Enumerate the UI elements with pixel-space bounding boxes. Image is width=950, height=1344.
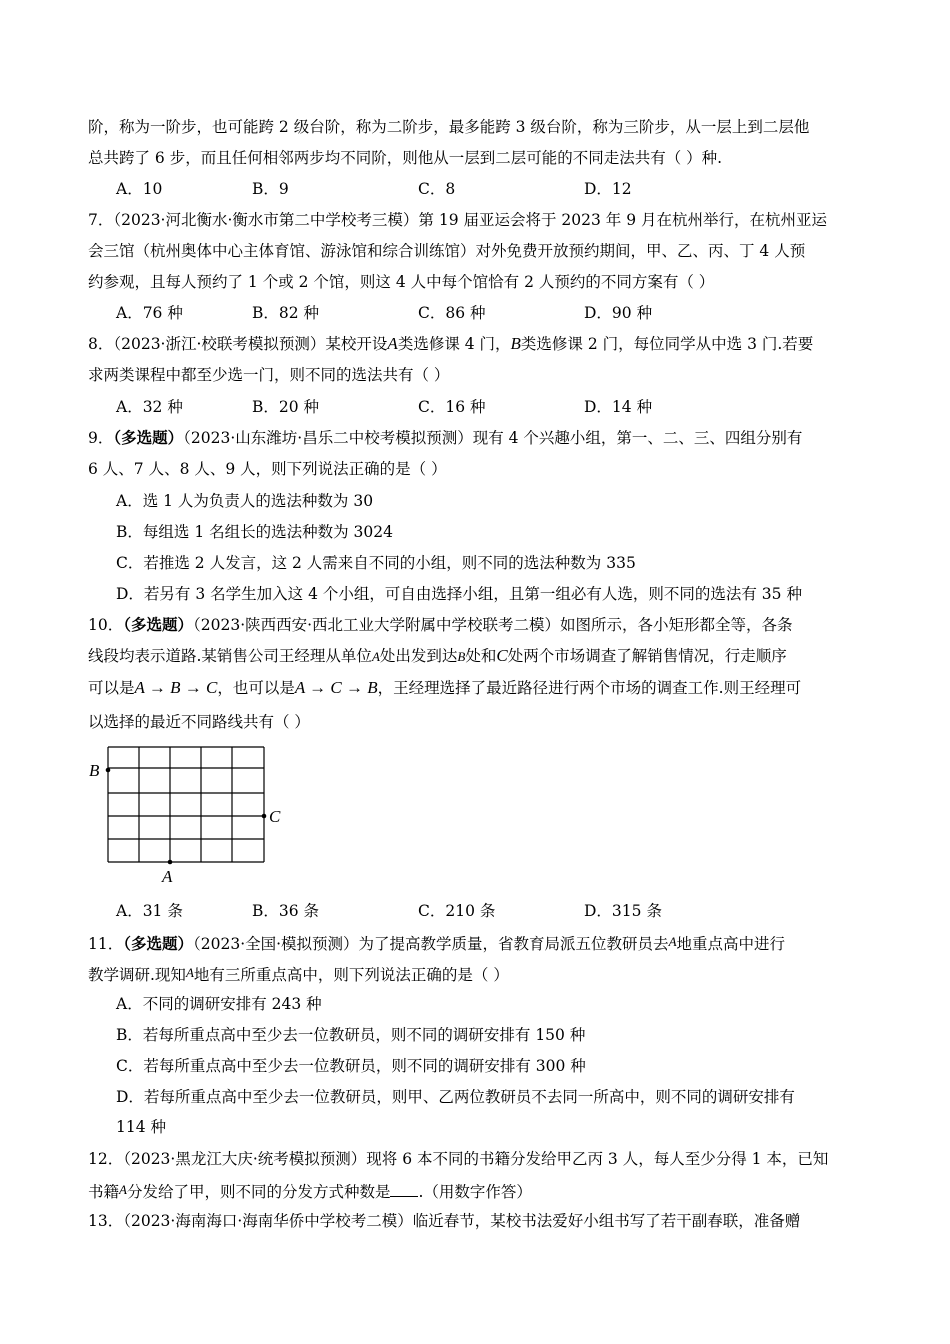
q10-option-c: C．210 条 xyxy=(418,902,496,920)
q7-option-d: D．90 种 xyxy=(584,304,653,322)
q11-line1 xyxy=(88,932,785,954)
q10-text: （2023·陕西西安·西北工业大学附属中学校联考二模）如图所示，各小矩形都全等，各条 xyxy=(193,616,793,634)
q6-option-a: A．10 xyxy=(116,180,163,198)
q11-text-a: （2023·全国·模拟预测）为了提高教学质量，省教育局派五位教研员去 xyxy=(193,935,669,953)
q6-option-c: C．8 xyxy=(418,180,456,198)
point-b xyxy=(106,768,111,773)
q11-text-b: 地重点高中进行 xyxy=(676,935,786,953)
q10-var-c: C xyxy=(496,646,508,665)
q9-option-d: D．若另有 3 名学生加入这 4 个小组，可自由选择小组，且第一组必有人选，则不同的选法有 35 种 xyxy=(116,585,802,603)
q10-var-b: B xyxy=(457,649,466,664)
q12-line2 xyxy=(88,1180,532,1202)
q9-option-c: C．若推选 2 人发言，这 2 人需来自不同的小组，则不同的选法种数为 335 xyxy=(116,554,636,572)
q10-multi-tag: （多选题） xyxy=(123,615,193,634)
q11-multi-tag: （多选题） xyxy=(123,934,193,953)
q8-option-b: B．20 种 xyxy=(252,398,320,416)
q10-line2-b: 处出发到达 xyxy=(379,647,458,665)
q10-path2: A → C → B xyxy=(294,678,378,697)
q6-line1: 阶，称为一阶步，也可能跨 2 级台阶，称为二阶步，最多能跨 3 级台阶，称为三阶步，从一层上到二层他 xyxy=(88,118,810,136)
q10-line3 xyxy=(88,678,801,698)
point-a xyxy=(168,860,173,865)
q10-line4: 以选择的最近不同路线共有（ ） xyxy=(88,713,310,731)
q10-number: 10． xyxy=(88,616,124,634)
q11-number: 11． xyxy=(88,935,124,953)
q13-line1: 13．（2023·海南海口·海南华侨中学校考二模）临近春节，某校书法爱好小组书写了若干副春联，准备赠 xyxy=(88,1212,801,1230)
q9-line2: 6 人、7 人、8 人、9 人，则下列说法正确的是（ ） xyxy=(88,460,447,478)
q10-line2 xyxy=(88,646,787,667)
q7-line1: 7．（2023·河北衡水·衡水市第二中学校考三模）第 19 届亚运会将于 2023 年 9 月在杭州举行，在杭州亚运 xyxy=(88,211,828,229)
q9-number: 9． xyxy=(88,429,114,447)
q12-var-a: A xyxy=(119,1182,127,1197)
q12-line2-a: 书籍 xyxy=(88,1183,120,1201)
q8-line2: 求两类课程中都至少选一门，则不同的选法共有（ ） xyxy=(88,366,450,384)
label-b: B xyxy=(89,761,100,780)
q10-option-b: B．36 条 xyxy=(252,902,320,920)
q12-line2-b: 分发给了甲，则不同的分发方式种数是 xyxy=(126,1183,391,1201)
label-c: C xyxy=(269,807,281,826)
q8-option-a: A．32 种 xyxy=(116,398,183,416)
q6-option-d: D．12 xyxy=(584,180,632,198)
q10-path1: A → B → C xyxy=(134,678,218,697)
q10-line3-a: 可以是 xyxy=(88,679,135,697)
q11-var-a: A xyxy=(668,934,677,949)
q11-line2-var: A xyxy=(185,965,194,980)
q12-line1: 12．（2023·黑龙江大庆·统考模拟预测）现将 6 本不同的书籍分发给甲乙丙 3 人，每人至少分得 1 本，已知 xyxy=(88,1150,829,1168)
q8-text-a: 8．（2023·浙江·校联考模拟预测）某校开设 xyxy=(88,335,388,353)
q7-option-c: C．86 种 xyxy=(418,304,486,322)
q10-line3-b: ，也可以是 xyxy=(217,679,295,697)
q8-var-b: B xyxy=(510,334,521,353)
q10-grid-figure xyxy=(86,744,306,892)
q10-line2-d: 处两个市场调查了解销售情况，行走顺序 xyxy=(507,647,787,665)
q11-line2-b: 地有三所重点高中，则下列说法正确的是（ ） xyxy=(193,966,509,984)
q10-var-a: A xyxy=(371,649,380,664)
q11-option-d: D．若每所重点高中至少去一位教研员，则甲、乙两位教研员不去同一所高中，则不同的调研安排有 xyxy=(116,1088,795,1106)
q7-line2: 会三馆（杭州奥体中心主体育馆、游泳馆和综合训练馆）对外免费开放预约期间，甲、乙、丙、丁 4 人预 xyxy=(88,242,806,260)
q6-line2: 总共跨了 6 步，而且任何相邻两步均不同阶，则他从一层到二层可能的不同走法共有（ ）种. xyxy=(88,149,723,167)
q12-line2-c: .（用数字作答） xyxy=(418,1183,532,1201)
q10-line2-c: 处和 xyxy=(465,647,497,665)
grid-lines xyxy=(108,747,264,862)
q10-line1 xyxy=(88,615,793,635)
q8-text-b: 类选修课 4 门， xyxy=(397,335,511,353)
q9-multi-tag: （多选题） xyxy=(113,428,184,447)
point-c xyxy=(262,814,267,819)
q10-option-a: A．31 条 xyxy=(116,902,183,920)
q10-line3-c: ，王经理选择了最近路径进行两个市场的调查工作.则王经理可 xyxy=(377,679,802,697)
q10-option-d: D．315 条 xyxy=(584,902,662,920)
q7-option-a: A．76 种 xyxy=(116,304,183,322)
q9-text: （2023·山东潍坊·昌乐二中校考模拟预测）现有 4 个兴趣小组，第一、二、三、四组分别有 xyxy=(183,429,803,447)
q10-line2-a: 线段均表示道路.某销售公司王经理从单位 xyxy=(88,647,372,665)
grid-svg xyxy=(86,744,306,892)
q11-option-a: A．不同的调研安排有 243 种 xyxy=(116,995,322,1013)
q9-option-a: A．选 1 人为负责人的选法种数为 30 xyxy=(116,492,374,510)
q7-line3: 约参观，且每人预约了 1 个或 2 个馆，则这 4 人中每个馆恰有 2 人预约的不同方案有（ ） xyxy=(88,273,715,291)
q11-option-c: C．若每所重点高中至少去一位教研员，则不同的调研安排有 300 种 xyxy=(116,1057,586,1075)
q6-option-b: B．9 xyxy=(252,180,289,198)
q11-line2 xyxy=(88,963,509,985)
q12-answer-blank[interactable] xyxy=(390,1182,418,1197)
q9-option-b: B．每组选 1 名组长的选法种数为 3024 xyxy=(116,523,393,541)
q8-option-c: C．16 种 xyxy=(418,398,486,416)
q11-option-d-cont: 114 种 xyxy=(116,1118,167,1136)
q11-option-b: B．若每所重点高中至少去一位教研员，则不同的调研安排有 150 种 xyxy=(116,1026,586,1044)
q9-line1 xyxy=(88,428,802,448)
q8-text-c: 类选修课 2 门，每位同学从中选 3 门.若要 xyxy=(520,335,814,353)
q8-var-a: A xyxy=(387,334,398,353)
q11-line2-a: 教学调研.现知 xyxy=(88,966,186,984)
q8-line1 xyxy=(88,334,813,354)
q8-option-d: D．14 种 xyxy=(584,398,653,416)
label-a: A xyxy=(162,867,173,886)
q7-option-b: B．82 种 xyxy=(252,304,320,322)
